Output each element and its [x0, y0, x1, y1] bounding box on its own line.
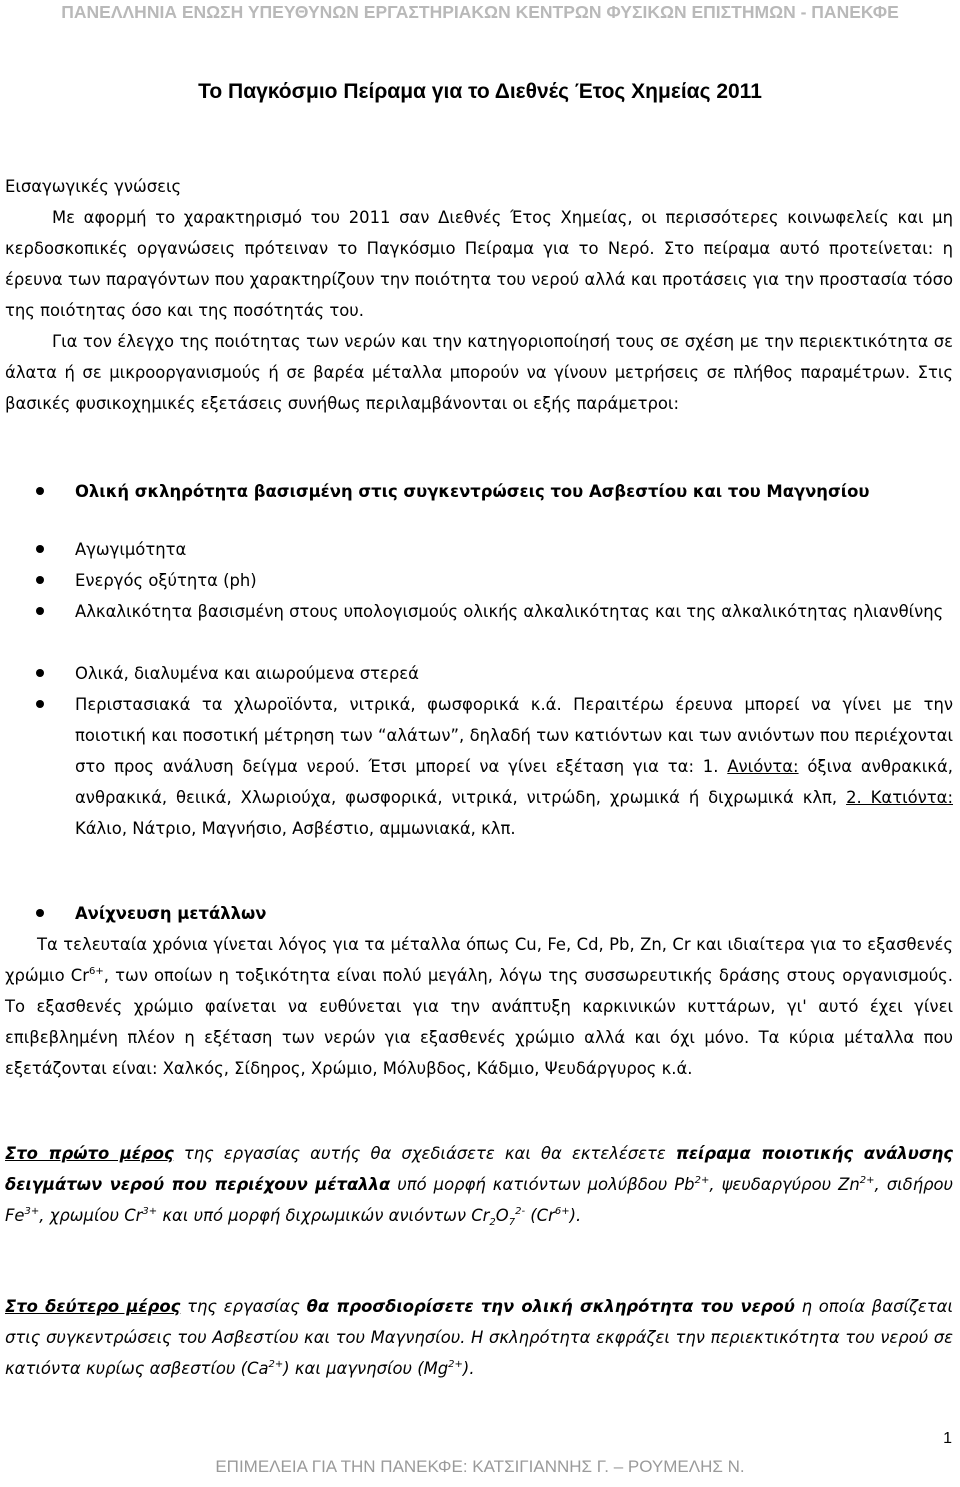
superscript: 3+ — [142, 1206, 158, 1217]
cations-label: 2. Κατιόντα: — [846, 788, 953, 807]
anions-list: όξινα ανθρακικά, ανθρακικά, θειικά, Χλωριούχα, φωσφορικά, νιτρικά, νιτρώδη, χρωμικά ή διχρωμικά κλπ, — [75, 757, 953, 807]
part2-text-1: της εργασίας — [187, 1297, 300, 1316]
superscript: 6+ — [88, 966, 104, 977]
part2-paragraph — [5, 1291, 953, 1384]
part2-text-3: ) και μαγνησίου (Mg — [283, 1359, 449, 1378]
metals-paragraph — [5, 929, 953, 1084]
metals-text-2: , των οποίων η τοξικότητα είναι πολύ μεγάλη, λόγω της συσσωρευτικής δράσης στους οργανισμούς. Το εξασθενές χρώμιο φαίνεται να ευθύνεται για την ανάπτυξη καρκινικών κυττάρων, γι' αυτό έχει γίνει επιβεβλημένη πλέον η εξέταση των νερών για εξασθενές χρώμιο αλλά και όχι μόνο. Τα κύρια μέταλλα που εξετάζονται είναι: Χαλκός, Σίδηρος, Χρώμιο, Μόλυβδος, Κάδμιο, Ψευδάργυρος κ.ά. — [5, 966, 954, 1078]
superscript: 2+ — [448, 1359, 463, 1370]
subscript: 2 — [489, 1217, 496, 1228]
bullet-solids: Ολικά, διαλυμένα και αιωρούμενα στερεά — [75, 664, 419, 683]
superscript: 2+ — [268, 1359, 284, 1370]
part2-label: Στο δεύτερο μέρος — [5, 1297, 181, 1316]
superscript: 3+ — [24, 1206, 40, 1217]
bullet-dot — [36, 909, 44, 917]
part1-text-2: υπό μορφή κατιόντων μολύβδου Pb — [397, 1175, 695, 1194]
part1-text-1: της εργασίας αυτής θα σχεδιάσετε και θα εκτελέσετε — [183, 1144, 666, 1163]
part1-text-3: , ψευδαργύρου Zn — [709, 1175, 860, 1194]
intro-paragraph-2: Για τον έλεγχο της ποιότητας των νερών και την κατηγοριοποίησή τους σε σχέση με την περιεκτικότητα σε άλατα ή σε μικροοργανισμούς ή σε βαρέα μέταλλα μπορούν να γίνουν μετρήσεις σε πλήθος παραμέτρων. Στις βασικές φυσικοχημικές εξετάσεις συνήθως περιλαμβάνονται οι εξής παράμετροι: — [5, 332, 953, 413]
page-footer: ΕΠΙΜΕΛΕΙΑ ΓΙΑ ΤΗΝ ΠΑΝΕΚΦΕ: ΚΑΤΣΙΓΙΑΝΝΗΣ Γ. – ΡΟΥΜΕΛΗΣ Ν. — [215, 1457, 745, 1476]
superscript: 2+ — [859, 1175, 875, 1186]
part1-bold-text: πείραμα ποιοτικής ανάλυσης δειγμάτων νερού που περιέχουν μέταλλα — [5, 1144, 954, 1194]
superscript: 2- — [515, 1206, 526, 1217]
subscript: 7 — [508, 1217, 516, 1228]
superscript: 6+ — [554, 1206, 570, 1217]
bullet-dot — [36, 700, 44, 708]
bullet-ions — [75, 689, 953, 844]
part1-text-5: , χρωμίου Cr — [39, 1206, 143, 1225]
bullet-dot — [36, 607, 44, 615]
part1-text-7: O — [495, 1206, 509, 1225]
bullet-conductivity: Αγωγιμότητα — [75, 540, 187, 559]
part1-label: Στο πρώτο μέρος — [5, 1144, 174, 1163]
part1-text-8: (Cr — [530, 1206, 555, 1225]
part1-text-6: και υπό μορφή διχρωμικών ανιόντων Cr — [162, 1206, 490, 1225]
bullet-alkalinity: Αλκαλικότητα βασισμένη στους υπολογισμούς ολικής αλκαλικότητας και της αλκαλικότητας ηλιανθίνης — [75, 602, 944, 621]
bullet-dot — [36, 576, 44, 584]
bullet-dot — [36, 487, 44, 495]
part2-text-2: η οποία βασίζεται στις συγκεντρώσεις του Ασβεστίου και του Μαγνησίου. Η σκληρότητα εκφράζει την περιεκτικότητα του νερού σε κατιόντα κυρίως ασβεστίου (Ca — [5, 1297, 953, 1378]
document-title: Το Παγκόσμιο Πείραμα για το Διεθνές Έτος Χημείας 2011 — [198, 80, 762, 103]
intro-heading: Εισαγωγικές γνώσεις — [5, 177, 182, 196]
page-number: 1 — [943, 1430, 952, 1447]
bullet-metals: Ανίχνευση μετάλλων — [75, 904, 267, 923]
bullet-dot — [36, 545, 44, 553]
part2-bold-text: θα προσδιορίσετε την ολική σκληρότητα του νερού — [306, 1297, 795, 1316]
bullet-ph: Ενεργός οξύτητα (ph) — [75, 571, 257, 590]
part1-text-9: ). — [569, 1206, 582, 1225]
part1-text-4: , σιδήρου Fe — [5, 1175, 953, 1225]
part2-text-4: ). — [462, 1359, 475, 1378]
cations-list: Κάλιο, Νάτριο, Μαγνήσιο, Ασβέστιο, αμμωνιακά, κλπ. — [75, 819, 516, 838]
intro-paragraph-1: Με αφορμή το χαρακτηρισμό του 2011 σαν Διεθνές Έτος Χημείας, οι περισσότερες κοινωφελείς και μη κερδοσκοπικές οργανώσεις πρότειναν το Παγκόσμιο Πείραμα για το Νερό. Στο πείραμα αυτό προτείνεται: η έρευνα των παραγόντων που χαρακτηρίζουν την ποιότητα του νερού αλλά και προτάσεις για την προστασία τόσο της ποιότητας όσο και της ποσότητάς του. — [5, 208, 953, 320]
bullet-total-hardness: Ολική σκληρότητα βασισμένη στις συγκεντρώσεις του Ασβεστίου και του Μαγνησίου — [75, 482, 870, 501]
part1-paragraph — [5, 1138, 953, 1231]
metals-text-1: Τα τελευταία χρόνια γίνεται λόγος για τα μέταλλα όπως Cu, Fe, Cd, Pb, Zn, Cr και ιδιαίτερα για το εξασθενές χρώμιο Cr — [5, 935, 953, 985]
bullet-ions-text: Περιστασιακά τα χλωροϊόντα, νιτρικά, φωσφορικά κ.ά. Περαιτέρω έρευνα μπορεί να γίνει με την ποιοτική και ποσοτική μέτρηση των “αλάτων”, δηλαδή των κατιόντων και των ανιόντων που περιέχονται στο προς ανάλυση δείγμα νερού. Έτσι μπορεί να γίνει εξέταση για τα: 1. — [75, 695, 953, 776]
page-header: ΠΑΝΕΛΛΗΝΙΑ ΕΝΩΣΗ ΥΠΕΥΘΥΝΩΝ ΕΡΓΑΣΤΗΡΙΑΚΩΝ ΚΕΝΤΡΩΝ ΦΥΣΙΚΩΝ ΕΠΙΣΤΗΜΩΝ - ΠΑΝΕΚΦΕ — [61, 2, 899, 22]
bullet-dot — [36, 669, 44, 677]
anions-label: Ανιόντα: — [727, 757, 799, 776]
superscript: 2+ — [694, 1175, 710, 1186]
